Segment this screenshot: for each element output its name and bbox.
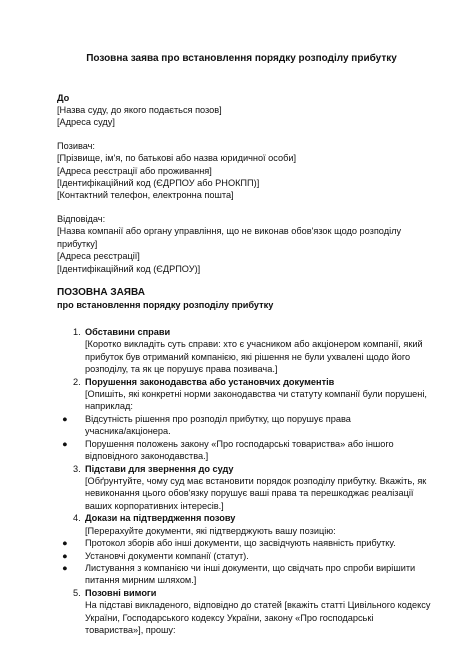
court-address: [Адреса суду] bbox=[57, 117, 115, 128]
bullet-text-line: Листування з компанією чи інші документи, що свідчать про спроби вирішити bbox=[85, 562, 416, 573]
claim-sections bbox=[57, 326, 431, 637]
plaintiff-id-code: [Ідентифікаційний код (ЄДРПОУ або РНОКПП)] bbox=[57, 178, 260, 189]
section-item bbox=[57, 512, 426, 587]
section-text-line: [Опишіть, які конкретні норми законодавства чи статуту компанії були порушені, bbox=[85, 389, 427, 400]
defendant-id-code: [Ідентифікаційний код (ЄДРПОУ)] bbox=[57, 263, 201, 274]
section-text-line: [Перерахуйте документи, які підтверджують вашу позицію: bbox=[85, 525, 336, 536]
bullet-item bbox=[62, 438, 426, 463]
bullet-icon: ● bbox=[62, 438, 68, 449]
court-block bbox=[57, 92, 426, 129]
claim-heading: ПОЗОВНА ЗАЯВА bbox=[57, 286, 145, 298]
bullet-text-line: Відсутність рішення про розподіл прибутку, що порушує права bbox=[85, 413, 351, 424]
defendant-address: [Адреса реєстрації] bbox=[57, 251, 140, 262]
plaintiff-label: Позивач: bbox=[57, 140, 95, 151]
bullet-icon: ● bbox=[62, 550, 68, 561]
bullet-list bbox=[62, 413, 426, 463]
court-name: [Назва суду, до якого подається позов] bbox=[57, 104, 222, 115]
bullet-text-line: відповідного законодавства.] bbox=[85, 451, 209, 462]
bullet-text-line: Установчі документи компанії (статут). bbox=[85, 550, 249, 561]
bullet-list bbox=[62, 537, 426, 587]
section-text-line: [Обґрунтуйте, чому суд має встановити порядок розподілу прибутку. Вкажіть, як bbox=[85, 475, 427, 486]
section-item bbox=[57, 587, 431, 637]
bullet-item bbox=[62, 550, 426, 562]
section-number: 5. bbox=[73, 587, 81, 598]
claim-subheading: про встановлення порядку розподілу прибутку bbox=[57, 300, 274, 311]
plaintiff-contacts: [Контактний телефон, електронна пошта] bbox=[57, 190, 234, 201]
section-text-line: розподілу, та як це порушує права позивача.] bbox=[85, 364, 278, 375]
section-text-line: На підставі викладеного, відповідно до статей [вкажіть статті Цивільного кодексу bbox=[85, 600, 431, 611]
section-title: Докази на підтвердження позову bbox=[85, 513, 236, 524]
defendant-label: Відповідач: bbox=[57, 213, 106, 224]
document-title: Позовна заява про встановлення порядку розподілу прибутку bbox=[86, 53, 397, 64]
defendant-name-line2: прибутку] bbox=[57, 238, 98, 249]
bullet-icon: ● bbox=[62, 538, 68, 549]
plaintiff-address: [Адреса реєстрації або проживання] bbox=[57, 165, 212, 176]
bullet-item bbox=[62, 413, 426, 438]
defendant-name-line1: [Назва компанії або органу управління, що не виконав обов'язок щодо розподілу bbox=[57, 226, 402, 237]
to-label: До bbox=[57, 92, 70, 103]
plaintiff-name: [Прізвище, ім'я, по батькові або назва юридичної особи] bbox=[57, 153, 297, 164]
bullet-item bbox=[62, 562, 426, 587]
section-item bbox=[57, 376, 426, 463]
section-number: 4. bbox=[73, 513, 81, 524]
plaintiff-block bbox=[57, 140, 426, 202]
section-text-line: невиконання цього обов'язку порушує ваші права та перешкоджає реалізації bbox=[85, 488, 414, 499]
section-item bbox=[57, 326, 426, 376]
section-text-line: ваших корпоративних інтересів.] bbox=[85, 500, 224, 511]
bullet-icon: ● bbox=[62, 562, 68, 573]
bullet-text-line: Протокол зборів або інші документи, що засвідчують наявність прибутку. bbox=[85, 538, 396, 549]
section-text-line: наприклад: bbox=[85, 401, 133, 412]
section-title: Порушення законодавства або установчих документів bbox=[85, 376, 335, 387]
section-text-line: [Коротко викладіть суть справи: хто є учасником або акціонером компанії, який bbox=[85, 339, 423, 350]
section-text-line: України, Господарського кодексу України, закону «Про господарські bbox=[85, 612, 374, 623]
section-text-line: товариства»], прошу: bbox=[85, 625, 176, 636]
section-item bbox=[57, 463, 426, 513]
section-title: Обставини справи bbox=[85, 326, 171, 337]
bullet-text-line: учасника/акціонера. bbox=[85, 426, 171, 437]
section-number: 2. bbox=[73, 376, 81, 387]
bullet-icon: ● bbox=[62, 413, 68, 424]
bullet-item bbox=[62, 537, 426, 549]
section-title: Позовні вимоги bbox=[85, 587, 157, 598]
section-title: Підстави для звернення до суду bbox=[85, 463, 234, 474]
section-number: 3. bbox=[73, 463, 81, 474]
bullet-text-line: Порушення положень закону «Про господарські товариства» або іншого bbox=[85, 438, 394, 449]
defendant-block bbox=[57, 213, 426, 275]
section-number: 1. bbox=[73, 326, 81, 337]
section-text-line: прибуток був отриманий компанією, які рішення не були ухвалені щодо його bbox=[85, 351, 411, 362]
bullet-text-line: питання мирним шляхом.] bbox=[85, 575, 197, 586]
